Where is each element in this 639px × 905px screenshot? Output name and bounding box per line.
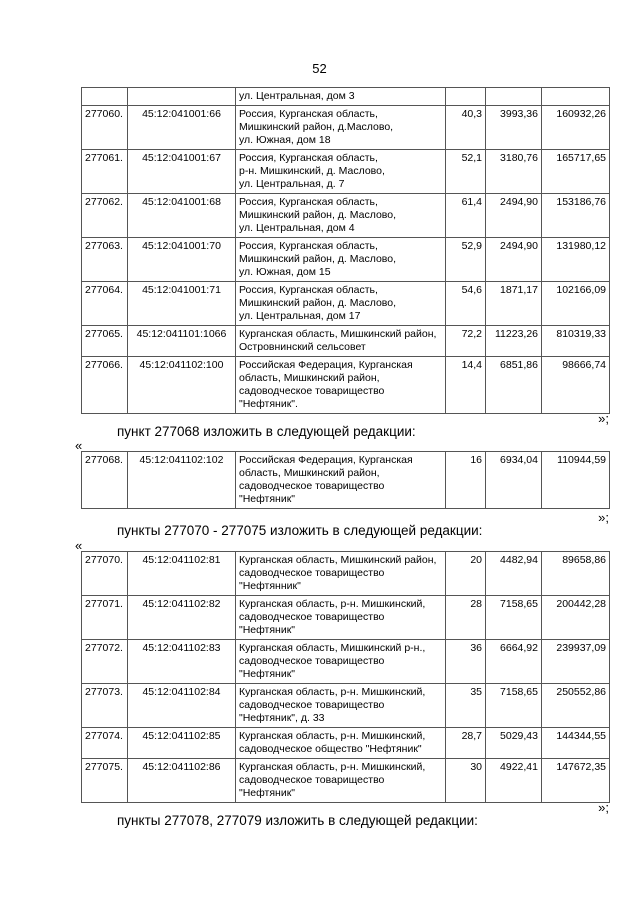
value-cell: 98666,74: [542, 357, 610, 414]
cadastral-number-cell: 45:12:041102:86: [128, 759, 236, 803]
address-line: садоводческое товарищество: [239, 385, 385, 397]
price-cell: [486, 88, 542, 106]
opening-quote-2: «: [75, 538, 83, 553]
address-cell: [236, 282, 446, 326]
address-line: Мишкинский район, д. Маслово,: [239, 209, 397, 221]
cadastral-number-cell: 45:12:041102:100: [128, 357, 236, 414]
cadastral-number-cell: 45:12:041001:70: [128, 238, 236, 282]
address-line: "Нефтянник": [239, 580, 301, 592]
cadastral-number-cell: 45:12:041001:67: [128, 150, 236, 194]
row-number-cell: 277074.: [82, 728, 128, 759]
price-cell: 1871,17: [486, 282, 542, 326]
area-cell: 16: [446, 452, 486, 509]
price-cell: 6851,86: [486, 357, 542, 414]
address-line: ул. Центральная, дом 3: [239, 90, 355, 102]
address-line: Мишкинский район, д. Маслово,: [239, 253, 397, 265]
area-cell: 20: [446, 552, 486, 596]
address-line: садоводческое товарищество: [239, 699, 385, 711]
cadastral-number-cell: 45:12:041001:71: [128, 282, 236, 326]
area-cell: 61,4: [446, 194, 486, 238]
table-row: [82, 238, 610, 282]
price-cell: 4482,94: [486, 552, 542, 596]
opening-quote-1: «: [75, 438, 83, 453]
address-cell: [236, 106, 446, 150]
area-cell: 52,9: [446, 238, 486, 282]
table-row: [82, 282, 610, 326]
table-row: [82, 684, 610, 728]
row-number-cell: 277066.: [82, 357, 128, 414]
area-cell: 52,1: [446, 150, 486, 194]
address-line: садоводческое товарищество: [239, 480, 385, 492]
row-number-cell: 277062.: [82, 194, 128, 238]
address-cell: [236, 452, 446, 509]
address-line: "Нефтяник": [239, 624, 296, 636]
value-cell: 810319,33: [542, 326, 610, 357]
area-cell: 40,3: [446, 106, 486, 150]
value-cell: 160932,26: [542, 106, 610, 150]
table-row: [82, 452, 610, 509]
value-cell: 250552,86: [542, 684, 610, 728]
price-cell: 7158,65: [486, 596, 542, 640]
address-line: Курганская область, Мишкинский район,: [239, 328, 437, 340]
amendment-paragraph-2: пункты 277070 - 277075 изложить в следующей редакции:: [117, 523, 483, 538]
address-line: "Нефтяник": [239, 787, 296, 799]
registry-table-3: [81, 551, 610, 803]
cadastral-number-cell: 45:12:041102:102: [128, 452, 236, 509]
address-line: Мишкинский район, д. Маслово,: [239, 297, 397, 309]
cadastral-number-cell: 45:12:041102:81: [128, 552, 236, 596]
address-cell: [236, 150, 446, 194]
registry-table-2: [81, 451, 610, 509]
table-row: [82, 150, 610, 194]
address-line: ул. Центральная, дом 4: [239, 222, 355, 234]
address-cell: [236, 728, 446, 759]
value-cell: 147672,35: [542, 759, 610, 803]
address-line: садоводческое товарищество: [239, 655, 385, 667]
address-line: Россия, Курганская область,: [239, 284, 378, 296]
address-line: область, Мишкинский район,: [239, 467, 380, 479]
address-line: "Нефтяник": [239, 493, 296, 505]
address-cell: [236, 238, 446, 282]
area-cell: 36: [446, 640, 486, 684]
area-cell: 28,7: [446, 728, 486, 759]
table-row: [82, 326, 610, 357]
area-cell: 54,6: [446, 282, 486, 326]
address-cell: [236, 194, 446, 238]
address-line: ул. Южная, дом 18: [239, 134, 331, 146]
price-cell: 2494,90: [486, 194, 542, 238]
address-line: Мишкинский район, д.Маслово,: [239, 121, 394, 133]
address-line: ул. Центральная, д. 7: [239, 178, 345, 190]
value-cell: 102166,09: [542, 282, 610, 326]
closing-quote-3: »;: [598, 800, 609, 815]
cadastral-number-cell: 45:12:041102:83: [128, 640, 236, 684]
address-cell: [236, 596, 446, 640]
table-row: [82, 106, 610, 150]
address-line: Россия, Курганская область,: [239, 108, 378, 120]
row-number-cell: 277075.: [82, 759, 128, 803]
area-cell: [446, 88, 486, 106]
address-line: область, Мишкинский район,: [239, 372, 380, 384]
value-cell: 153186,76: [542, 194, 610, 238]
area-cell: 30: [446, 759, 486, 803]
cadastral-number-cell: 45:12:041102:85: [128, 728, 236, 759]
price-cell: 6934,04: [486, 452, 542, 509]
cadastral-number-cell: [128, 88, 236, 106]
address-line: Курганская область, р-н. Мишкинский,: [239, 686, 426, 698]
row-number-cell: 277064.: [82, 282, 128, 326]
row-number-cell: 277060.: [82, 106, 128, 150]
cadastral-number-cell: 45:12:041001:66: [128, 106, 236, 150]
address-line: Россия, Курганская область,: [239, 152, 378, 164]
row-number-cell: 277068.: [82, 452, 128, 509]
address-line: Россия, Курганская область,: [239, 240, 378, 252]
cadastral-number-cell: 45:12:041001:68: [128, 194, 236, 238]
table-row: [82, 640, 610, 684]
price-cell: 4922,41: [486, 759, 542, 803]
cadastral-number-cell: 45:12:041102:82: [128, 596, 236, 640]
address-line: садоводческое товарищество: [239, 611, 385, 623]
address-line: ул. Южная, дом 15: [239, 266, 331, 278]
address-line: Курганская область, р-н. Мишкинский,: [239, 730, 426, 742]
row-number-cell: 277072.: [82, 640, 128, 684]
address-line: "Нефтяник".: [239, 398, 298, 410]
registry-table-1: [81, 87, 610, 414]
price-cell: 3993,36: [486, 106, 542, 150]
value-cell: 239937,09: [542, 640, 610, 684]
price-cell: 11223,26: [486, 326, 542, 357]
price-cell: 5029,43: [486, 728, 542, 759]
address-line: Курганская область, Мишкинский район,: [239, 554, 437, 566]
address-cell: [236, 88, 446, 106]
address-line: Российская Федерация, Курганская: [239, 454, 413, 466]
address-line: Россия, Курганская область,: [239, 196, 378, 208]
address-cell: [236, 684, 446, 728]
table-row: [82, 552, 610, 596]
value-cell: 144344,55: [542, 728, 610, 759]
address-cell: [236, 759, 446, 803]
area-cell: 14,4: [446, 357, 486, 414]
page-number: 52: [312, 61, 327, 76]
row-number-cell: 277061.: [82, 150, 128, 194]
amendment-paragraph-3: пункты 277078, 277079 изложить в следующей редакции:: [117, 813, 478, 828]
row-number-cell: 277071.: [82, 596, 128, 640]
address-line: Курганская область, р-н. Мишкинский,: [239, 598, 426, 610]
closing-quote-1: »;: [598, 411, 609, 426]
area-cell: 35: [446, 684, 486, 728]
table-row: [82, 596, 610, 640]
address-cell: [236, 357, 446, 414]
address-line: "Нефтяник", д. 33: [239, 712, 325, 724]
address-line: Курганская область, р-н. Мишкинский,: [239, 761, 426, 773]
address-line: р-н. Мишкинский, д. Маслово,: [239, 165, 385, 177]
value-cell: 200442,28: [542, 596, 610, 640]
value-cell: 110944,59: [542, 452, 610, 509]
row-number-cell: 277065.: [82, 326, 128, 357]
price-cell: 2494,90: [486, 238, 542, 282]
address-cell: [236, 552, 446, 596]
cadastral-number-cell: 45:12:041101:1066: [128, 326, 236, 357]
row-number-cell: 277063.: [82, 238, 128, 282]
table-row: [82, 194, 610, 238]
price-cell: 7158,65: [486, 684, 542, 728]
price-cell: 6664,92: [486, 640, 542, 684]
address-cell: [236, 640, 446, 684]
cadastral-number-cell: 45:12:041102:84: [128, 684, 236, 728]
table-row: [82, 88, 610, 106]
price-cell: 3180,76: [486, 150, 542, 194]
address-line: садоводческое товарищество: [239, 567, 385, 579]
amendment-paragraph-1: пункт 277068 изложить в следующей редакции:: [117, 424, 416, 439]
address-line: Островнинский сельсовет: [239, 341, 366, 353]
address-line: "Нефтяник": [239, 668, 296, 680]
address-line: садоводческое общество "Нефтяник": [239, 743, 422, 755]
table-row: [82, 357, 610, 414]
area-cell: 28: [446, 596, 486, 640]
value-cell: [542, 88, 610, 106]
value-cell: 165717,65: [542, 150, 610, 194]
row-number-cell: [82, 88, 128, 106]
area-cell: 72,2: [446, 326, 486, 357]
row-number-cell: 277070.: [82, 552, 128, 596]
table-row: [82, 759, 610, 803]
address-line: Курганская область, Мишкинский р-н.,: [239, 642, 426, 654]
address-line: Российская Федерация, Курганская: [239, 359, 413, 371]
address-cell: [236, 326, 446, 357]
address-line: садоводческое товарищество: [239, 774, 385, 786]
closing-quote-2: »;: [598, 510, 609, 525]
value-cell: 131980,12: [542, 238, 610, 282]
table-row: [82, 728, 610, 759]
row-number-cell: 277073.: [82, 684, 128, 728]
address-line: ул. Центральная, дом 17: [239, 310, 361, 322]
value-cell: 89658,86: [542, 552, 610, 596]
